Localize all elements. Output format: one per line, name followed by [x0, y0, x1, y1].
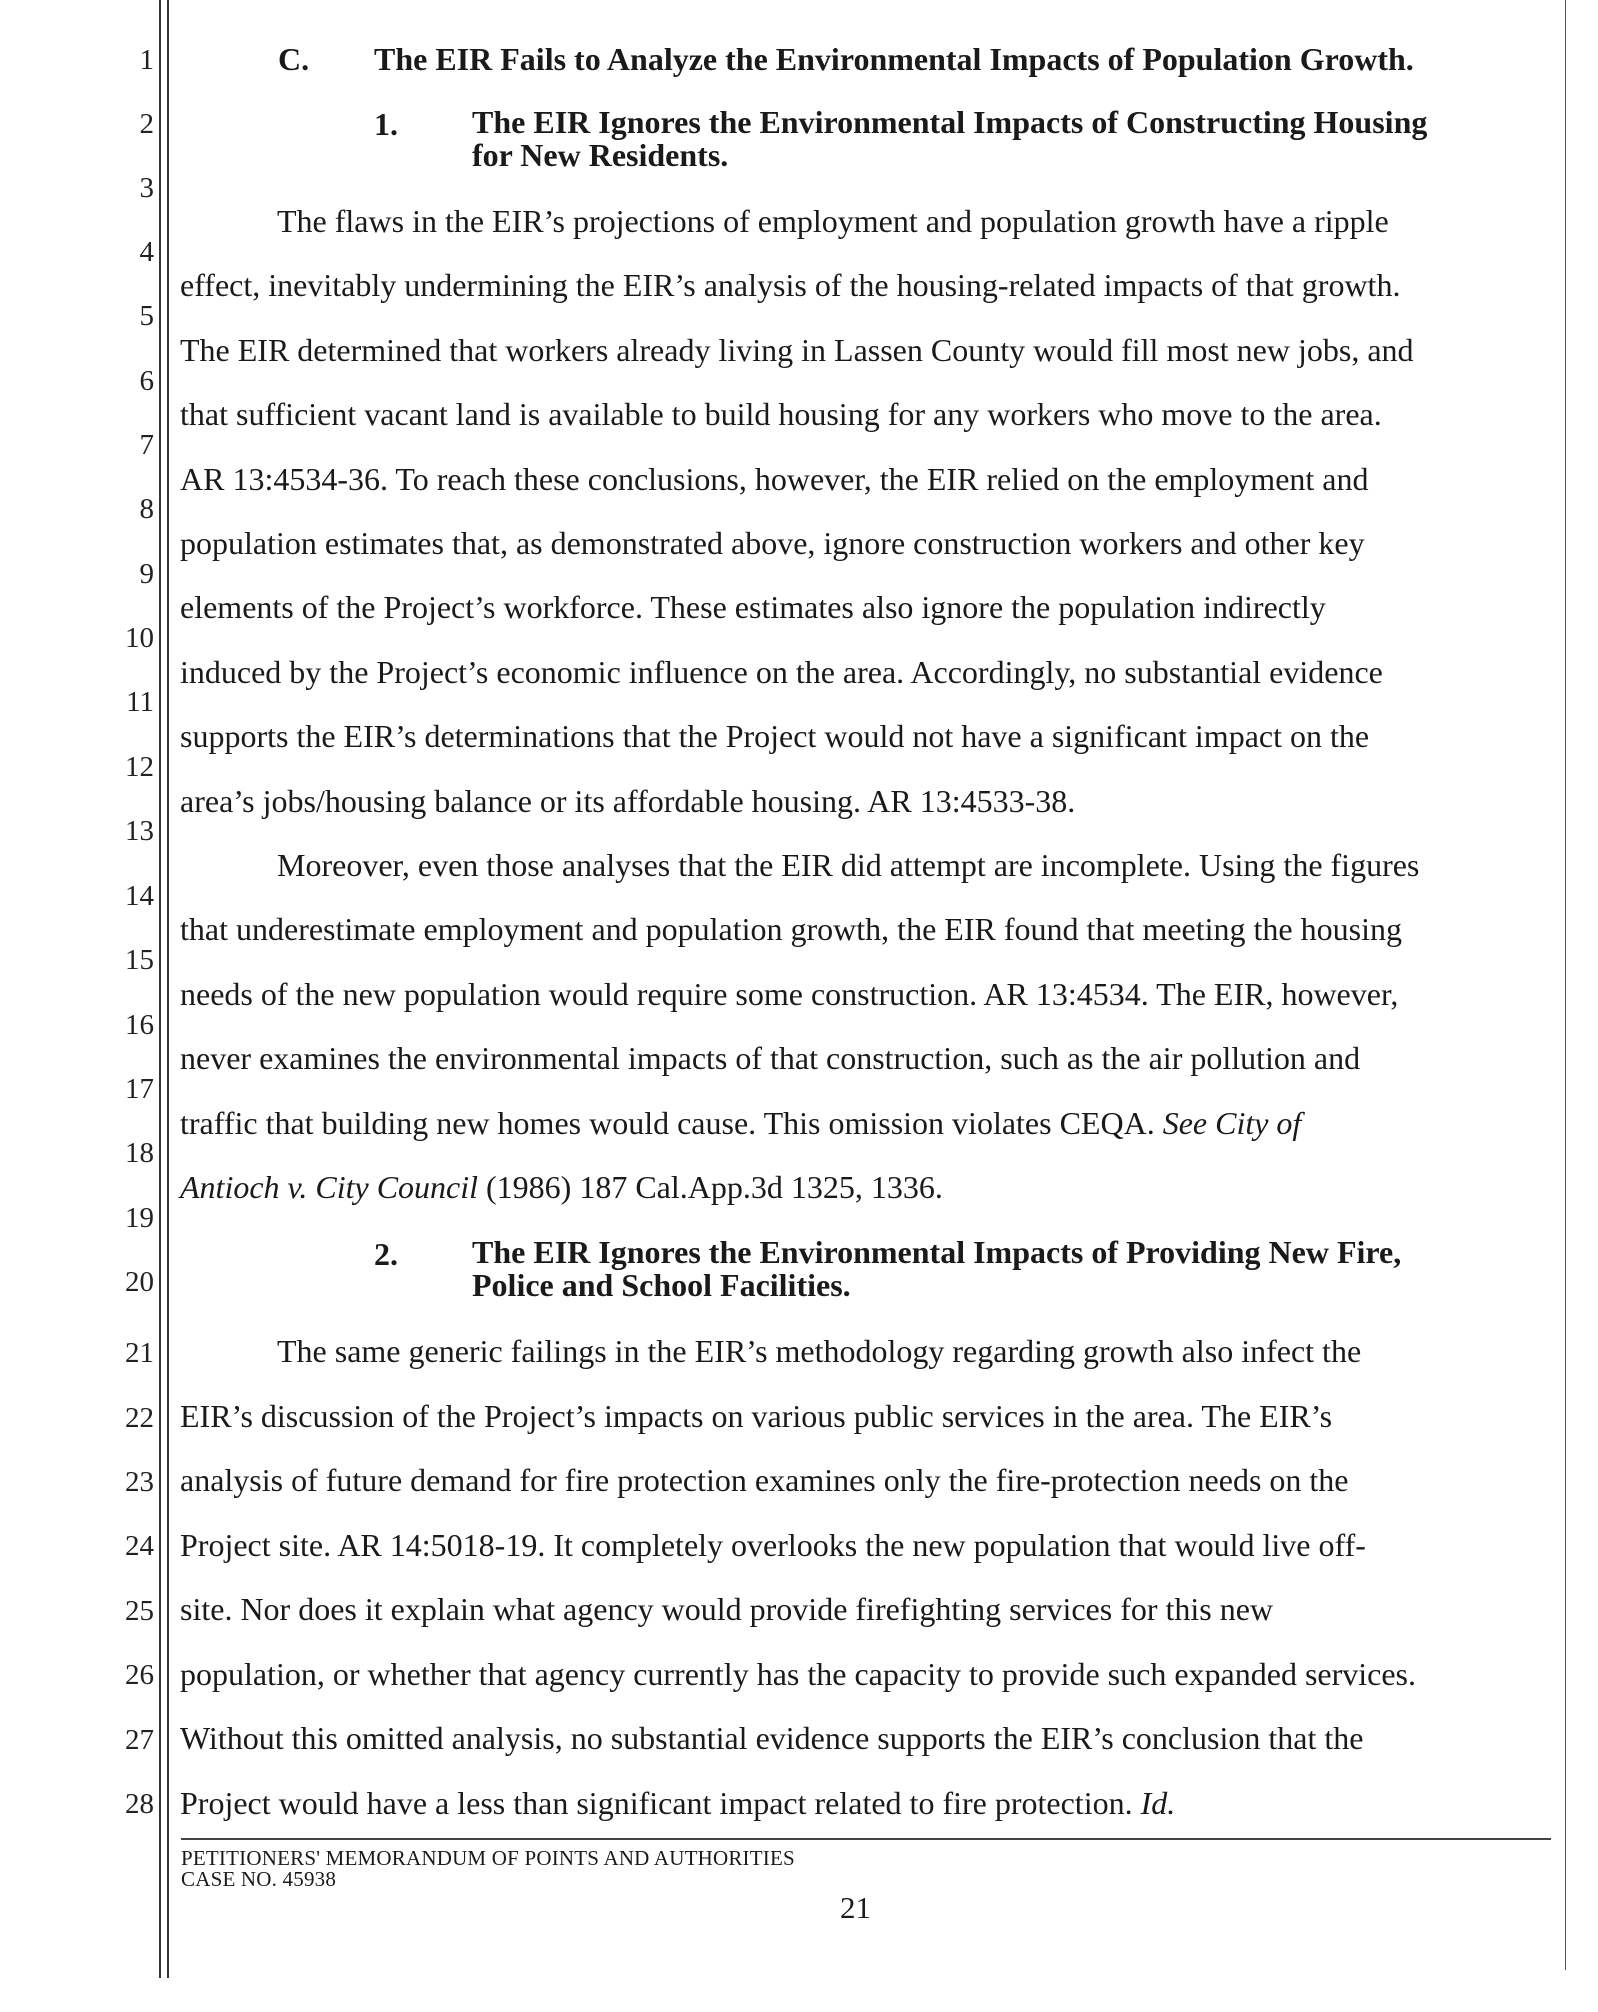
left-margin-rule-inner	[167, 0, 169, 1978]
line-number: 2	[139, 108, 154, 140]
line-number: 3	[139, 172, 154, 204]
line-number: 9	[139, 558, 154, 590]
line-number: 1	[139, 44, 154, 76]
line-number: 16	[125, 1009, 154, 1041]
line-number: 21	[125, 1337, 154, 1369]
right-margin-rule	[1565, 0, 1566, 1970]
line-number: 26	[125, 1659, 154, 1691]
left-margin-rule	[159, 0, 161, 1978]
heading-2-title-line1: The EIR Ignores the Environmental Impacts of Providing New Fire,	[472, 1234, 1402, 1270]
text-line: area’s jobs/housing balance or its affordable housing. AR 13:4533-38.	[180, 783, 1076, 819]
text-plain: Project would have a less than significant impact related to fire protection.	[180, 1785, 1141, 1821]
heading-2-title-line2: Police and School Facilities.	[472, 1267, 851, 1303]
heading-1-title-line1: The EIR Ignores the Environmental Impacts of Constructing Housing	[472, 104, 1428, 140]
page-number: 21	[840, 1890, 871, 1925]
text-line: The flaws in the EIR’s projections of employment and population growth have a ripple	[277, 203, 1389, 239]
line-number: 11	[126, 686, 154, 718]
text-line: effect, inevitably undermining the EIR’s analysis of the housing-related impacts of that growth.	[180, 267, 1401, 303]
line-number: 7	[139, 429, 154, 461]
line-number: 17	[125, 1073, 154, 1105]
line-number: 22	[125, 1402, 154, 1434]
line-number: 24	[125, 1530, 154, 1562]
line-number: 28	[125, 1788, 154, 1820]
line-number: 10	[125, 622, 154, 654]
text-line	[180, 1784, 1175, 1822]
line-number: 14	[125, 880, 154, 912]
text-line: site. Nor does it explain what agency would provide firefighting services for this new	[180, 1591, 1274, 1627]
text-line: Without this omitted analysis, no substantial evidence supports the EIR’s conclusion that the	[180, 1720, 1364, 1756]
line-number: 20	[125, 1266, 154, 1298]
line-number: 27	[125, 1724, 154, 1756]
text-line	[180, 1168, 943, 1206]
text-line: elements of the Project’s workforce. These estimates also ignore the population indirectly	[180, 589, 1326, 625]
line-number: 6	[139, 365, 154, 397]
text-line: that underestimate employment and population growth, the EIR found that meeting the housing	[180, 911, 1402, 947]
text-line: The same generic failings in the EIR’s methodology regarding growth also infect the	[277, 1333, 1362, 1369]
heading-2-marker: 2.	[374, 1236, 398, 1272]
footer-title: PETITIONERS' MEMORANDUM OF POINTS AND AUTHORITIES	[181, 1846, 795, 1870]
text-line: population estimates that, as demonstrated above, ignore construction workers and other key	[180, 525, 1365, 561]
heading-1-marker: 1.	[374, 106, 398, 142]
line-number: 19	[125, 1202, 154, 1234]
heading-c-title: The EIR Fails to Analyze the Environmental Impacts of Population Growth.	[374, 41, 1414, 77]
line-number: 5	[139, 300, 154, 332]
line-number: 8	[139, 493, 154, 525]
line-number: 13	[125, 815, 154, 847]
text-plain: traffic that building new homes would cause. This omission violates CEQA.	[180, 1105, 1163, 1141]
line-number: 12	[125, 751, 154, 783]
text-line: Project site. AR 14:5018-19. It completely overlooks the new population that would live off-	[180, 1527, 1366, 1563]
line-number: 23	[125, 1466, 154, 1498]
heading-c-marker: C.	[278, 41, 310, 77]
heading-1-title-line2: for New Residents.	[472, 137, 729, 173]
line-number: 18	[125, 1137, 154, 1169]
case-citation: Antioch v. City Council	[180, 1169, 479, 1205]
text-line	[180, 1104, 1301, 1142]
footer-rule	[181, 1838, 1551, 1840]
footer-case-number: CASE NO. 45938	[181, 1867, 337, 1891]
text-line: Moreover, even those analyses that the EIR did attempt are incomplete. Using the figures	[277, 847, 1420, 883]
line-number: 4	[139, 236, 154, 268]
citation-id: Id.	[1140, 1785, 1176, 1821]
text-line: population, or whether that agency currently has the capacity to provide such expanded services.	[180, 1656, 1416, 1692]
text-line: induced by the Project’s economic influence on the area. Accordingly, no substantial evidence	[180, 654, 1383, 690]
text-line: The EIR determined that workers already living in Lassen County would fill most new jobs, and	[180, 332, 1414, 368]
text-line: never examines the environmental impacts of that construction, such as the air pollution and	[180, 1040, 1361, 1076]
line-number: 15	[125, 944, 154, 976]
text-line: needs of the new population would require some construction. AR 13:4534. The EIR, however,	[180, 976, 1399, 1012]
text-line: AR 13:4534-36. To reach these conclusions, however, the EIR relied on the employment and	[180, 461, 1369, 497]
text-line: that sufficient vacant land is available to build housing for any workers who move to the area.	[180, 396, 1382, 432]
text-line: analysis of future demand for fire protection examines only the fire-protection needs on the	[180, 1462, 1349, 1498]
text-plain: (1986) 187 Cal.App.3d 1325, 1336.	[478, 1169, 943, 1205]
case-citation: See City of	[1162, 1105, 1302, 1141]
text-line: EIR’s discussion of the Project’s impacts on various public services in the area. The EIR’s	[180, 1398, 1333, 1434]
text-line: supports the EIR’s determinations that the Project would not have a significant impact on the	[180, 718, 1370, 754]
line-number: 25	[125, 1595, 154, 1627]
